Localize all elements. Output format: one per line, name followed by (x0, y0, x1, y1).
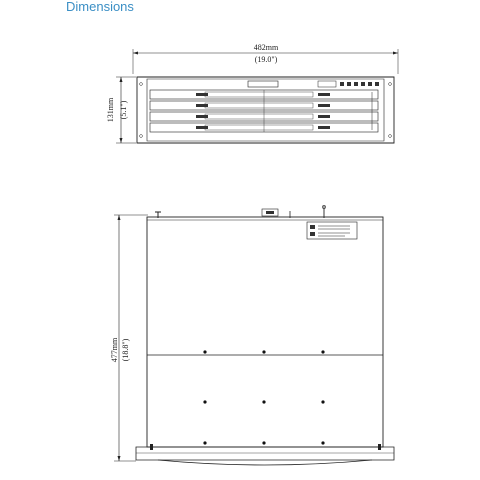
front-view (106, 43, 398, 143)
section-heading: Dimensions (66, 0, 134, 14)
width-dimension (133, 43, 398, 74)
front-lip (136, 444, 394, 465)
width-mm-label: 482mm (253, 43, 279, 52)
depth-mm-label: 477mm (110, 337, 119, 363)
screw-points (203, 350, 324, 444)
front-top-details (248, 81, 379, 87)
drive-bays (150, 90, 378, 132)
height-mm-label: 131mm (106, 97, 115, 123)
status-led-row (340, 82, 379, 86)
warning-label (307, 222, 357, 239)
rear-connectors (155, 205, 326, 218)
width-in-label: (19.0") (254, 55, 278, 64)
height-dimension (106, 77, 136, 143)
depth-dimension (110, 215, 148, 461)
chassis-top (147, 217, 383, 447)
top-view (110, 205, 394, 465)
height-in-label: (5.1") (119, 100, 128, 120)
depth-in-label: (18.8") (121, 338, 130, 362)
